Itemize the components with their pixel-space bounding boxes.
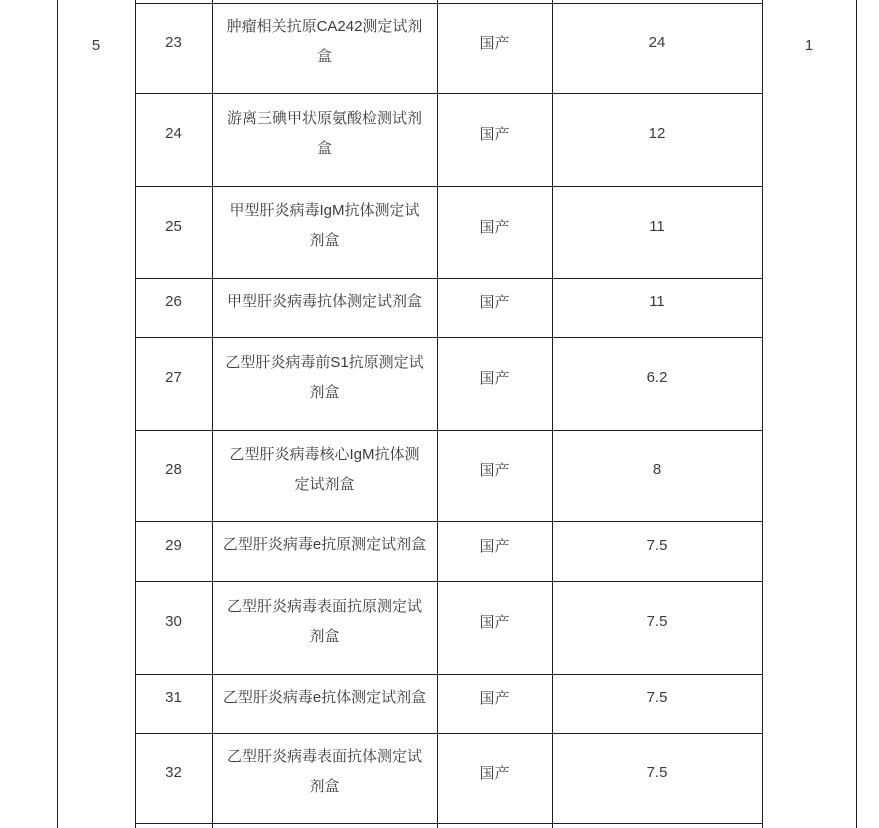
- table-row-divider: [135, 823, 762, 824]
- product-name-line: 甲型肝炎病毒IgM抗体测定试: [229, 202, 420, 219]
- product-name-line: 乙型肝炎病毒e抗体测定试剂盒: [222, 688, 427, 706]
- value-cell: 7.5: [646, 689, 668, 706]
- group-number-cell: 5: [91, 36, 101, 54]
- origin-cell: 国产: [479, 34, 510, 52]
- table-row: [135, 337, 762, 430]
- product-name-cell: [212, 278, 437, 337]
- product-name-line: 定试剂盒: [294, 475, 355, 493]
- product-name-line: 剂盒: [309, 627, 340, 645]
- sequence-number-cell: 24: [165, 125, 182, 142]
- value-cell: 11: [649, 217, 665, 235]
- value-cell: 7.5: [646, 536, 668, 554]
- value-cell: 8: [652, 461, 662, 478]
- product-name-cell: [212, 186, 437, 278]
- product-name-cell: [212, 674, 437, 733]
- product-name-cell: [212, 93, 437, 186]
- product-name-cell: [212, 733, 437, 823]
- product-name-line: 乙型肝炎病毒核心IgM抗体测: [229, 445, 420, 463]
- product-name-line: 剂盒: [309, 232, 340, 249]
- product-name-line: 甲型肝炎病毒抗体测定试剂盒: [226, 292, 422, 310]
- origin-cell: 国产: [479, 462, 510, 479]
- product-name-line: 乙型肝炎病毒表面抗体测定试: [226, 748, 422, 765]
- product-name-cell: [212, 3, 437, 93]
- table-row: [135, 581, 762, 674]
- value-cell: 12: [648, 125, 666, 142]
- table-border-vertical: [762, 0, 763, 828]
- value-cell: 11: [649, 293, 665, 310]
- origin-cell: 国产: [479, 537, 510, 555]
- product-name-line: 盒: [316, 48, 332, 65]
- product-name-line: 剂盒: [309, 778, 340, 795]
- package-group-cell: 1: [804, 36, 814, 54]
- origin-cell: 国产: [479, 614, 510, 631]
- product-name-cell: [212, 581, 437, 674]
- product-name-cell: [212, 430, 437, 521]
- table-row: [135, 186, 762, 278]
- sequence-number-cell: 27: [165, 369, 182, 386]
- sequence-number-cell: 32: [165, 763, 182, 781]
- table-border-vertical: [57, 0, 58, 828]
- table-row: [135, 733, 762, 823]
- value-cell: 24: [648, 33, 666, 51]
- sequence-number-cell: 23: [165, 33, 182, 51]
- sequence-number-cell: 25: [165, 217, 182, 235]
- origin-cell: 国产: [479, 218, 510, 236]
- value-cell: 6.2: [646, 369, 668, 386]
- origin-cell: 国产: [479, 370, 510, 387]
- origin-cell: 国产: [479, 764, 510, 782]
- product-name-line: 剂盒: [309, 383, 340, 401]
- table-row: [135, 430, 762, 521]
- product-name-line: 乙型肝炎病毒表面抗原测定试: [226, 597, 422, 615]
- sequence-number-cell: 28: [165, 461, 182, 478]
- table-row: [135, 3, 762, 93]
- value-cell: 7.5: [646, 613, 668, 630]
- product-name-line: 盒: [316, 139, 332, 157]
- product-name-line: 乙型肝炎病毒e抗原测定试剂盒: [222, 536, 427, 553]
- product-name-cell: [212, 521, 437, 581]
- sequence-number-cell: 30: [165, 613, 182, 630]
- table-row: [135, 674, 762, 733]
- table-border-vertical: [856, 0, 857, 828]
- value-cell: 7.5: [646, 763, 668, 781]
- origin-cell: 国产: [479, 690, 510, 707]
- table-row: [135, 278, 762, 337]
- table-row: [135, 521, 762, 581]
- sequence-number-cell: 29: [165, 536, 182, 554]
- product-name-line: 乙型肝炎病毒前S1抗原测定试: [225, 353, 424, 371]
- product-name-line: 游离三碘甲状原氨酸检测试剂: [226, 109, 422, 127]
- origin-cell: 国产: [479, 126, 510, 143]
- sequence-number-cell: 31: [165, 689, 182, 706]
- table-row: [135, 93, 762, 186]
- origin-cell: 国产: [479, 294, 510, 311]
- product-name-line: 肿瘤相关抗原CA242测定试剂: [226, 18, 423, 35]
- sequence-number-cell: 26: [165, 293, 182, 310]
- product-name-cell: [212, 337, 437, 430]
